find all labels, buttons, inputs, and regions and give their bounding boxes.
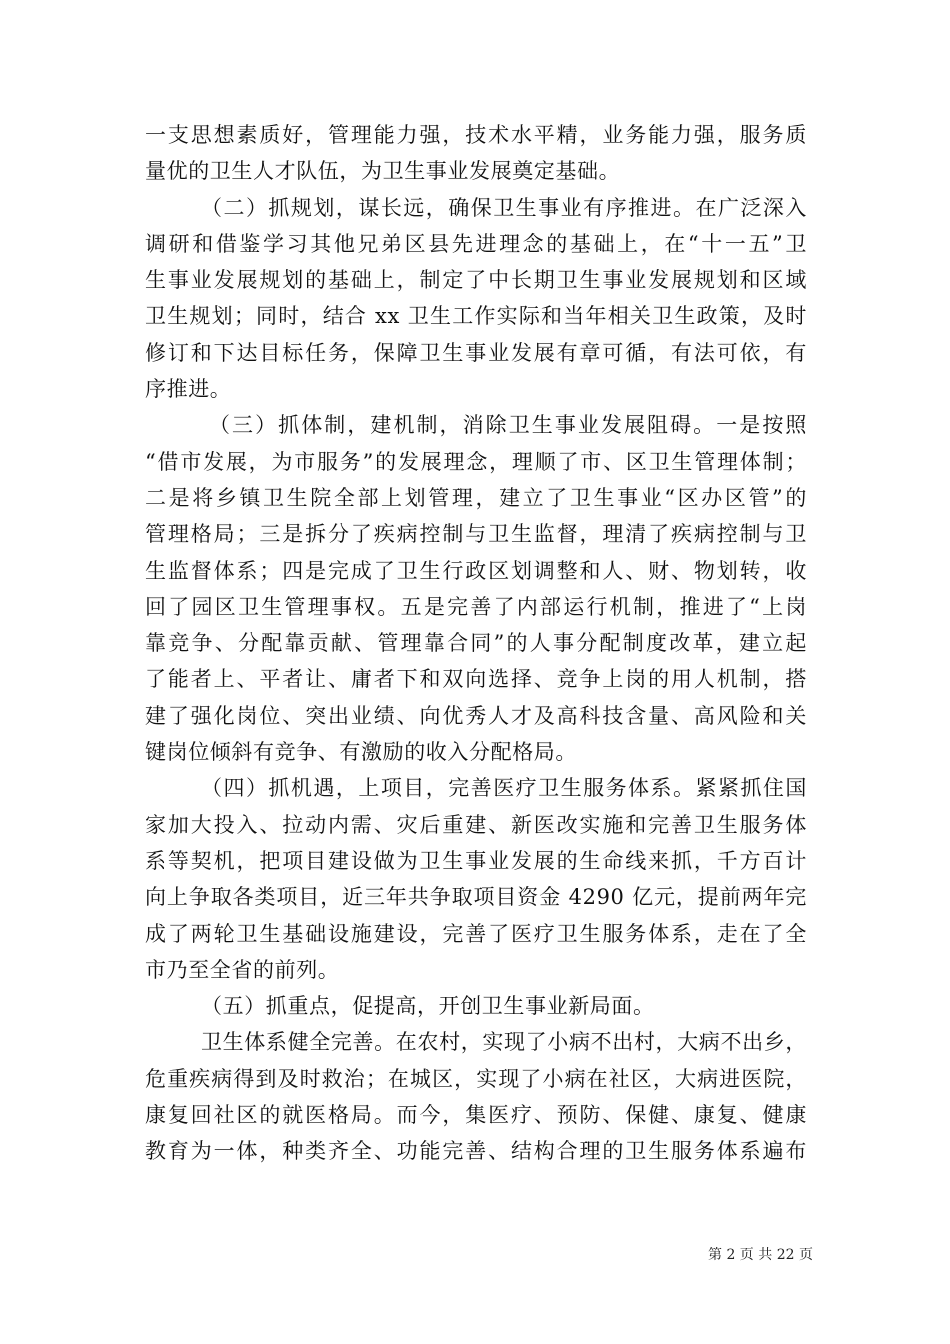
- text-line: 建了强化岗位、突出业绩、向优秀人才及高科技含量、高风险和关: [145, 703, 807, 728]
- text-line: 靠竞争、分配靠贡献、管理靠合同”的人事分配制度改革，建立起: [145, 631, 807, 656]
- text-line: 生事业发展规划的基础上，制定了中长期卫生事业发展规划和区域: [145, 268, 807, 293]
- text-line: （二）抓规划，谋长远，确保卫生事业有序推进。在广泛深入: [201, 195, 807, 220]
- text-line: 家加大投入、拉动内需、灾后重建、新医改实施和完善卫生服务体: [145, 812, 807, 837]
- paragraph-section-2: [145, 190, 807, 408]
- text-line: 一支思想素质好，管理能力强，技术水平精，业务能力强，服务质: [145, 123, 807, 147]
- text-line: 修订和下达目标任务，保障卫生事业发展有章可循，有法可依，有: [145, 340, 807, 365]
- text-line: 了能者上、平者让、庸者下和双向选择、竞争上岗的用人机制，搭: [145, 667, 807, 692]
- document-body: [145, 117, 807, 1170]
- text-line: 系等契机，把项目建设做为卫生事业发展的生命线来抓，千方百计: [145, 848, 807, 873]
- text-line: 卫生规划；同时，结合 xx 卫生工作实际和当年相关卫生政策，及时: [145, 304, 807, 329]
- text-line: （四）抓机遇，上项目，完善医疗卫生服务体系。紧紧抓住国: [201, 776, 807, 801]
- text-line: 卫生体系健全完善。在农村，实现了小病不出村，大病不出乡，: [201, 1030, 807, 1055]
- text-line: 管理格局；三是拆分了疾病控制与卫生监督，理清了疾病控制与卫: [145, 522, 807, 547]
- paragraph-health-system: [145, 1024, 807, 1169]
- paragraph-section-5: [145, 988, 807, 1024]
- text-line: （五）抓重点，促提高，开创卫生事业新局面。: [201, 994, 655, 1019]
- text-line: “借市发展，为市服务”的发展理念，理顺了市、区卫生管理体制；: [145, 449, 807, 474]
- text-line: 成了两轮卫生基础设施建设，完善了医疗卫生服务体系，走在了全: [145, 921, 807, 946]
- text-line: 序推进。: [145, 377, 232, 402]
- paragraph-section-3: [145, 407, 807, 770]
- text-line: 市乃至全省的前列。: [145, 957, 340, 982]
- text-line: 量优的卫生人才队伍，为卫生事业发展奠定基础。: [145, 159, 621, 184]
- text-line: 键岗位倾斜有竞争、有激励的收入分配格局。: [145, 740, 577, 765]
- text-line: 回了园区卫生管理事权。五是完善了内部运行机制，推进了“上岗: [145, 594, 807, 619]
- page-number-footer: 第 2 页 共 22 页: [708, 1247, 813, 1263]
- text-line: 康复回社区的就医格局。而今，集医疗、预防、保健、康复、健康: [145, 1103, 807, 1128]
- text-line: 生监督体系；四是完成了卫生行政区划调整和人、财、物划转，收: [145, 558, 807, 583]
- paragraph-section-4: [145, 770, 807, 988]
- text-line: 危重疾病得到及时救治；在城区，实现了小病在社区，大病进医院，: [145, 1066, 807, 1091]
- text-line: （三）抓体制，建机制，消除卫生事业发展阻碍。一是按照: [209, 413, 807, 438]
- text-line: 调研和借鉴学习其他兄弟区县先进理念的基础上，在“十一五”卫: [145, 231, 807, 256]
- text-line: 二是将乡镇卫生院全部上划管理，建立了卫生事业“区办区管”的: [145, 485, 807, 510]
- text-line: 教育为一体，种类齐全、功能完善、结构合理的卫生服务体系遍布: [145, 1139, 807, 1164]
- text-line: 向上争取各类项目，近三年共争取项目资金 4290 亿元，提前两年完: [145, 885, 807, 910]
- paragraph-continuation: [145, 117, 807, 190]
